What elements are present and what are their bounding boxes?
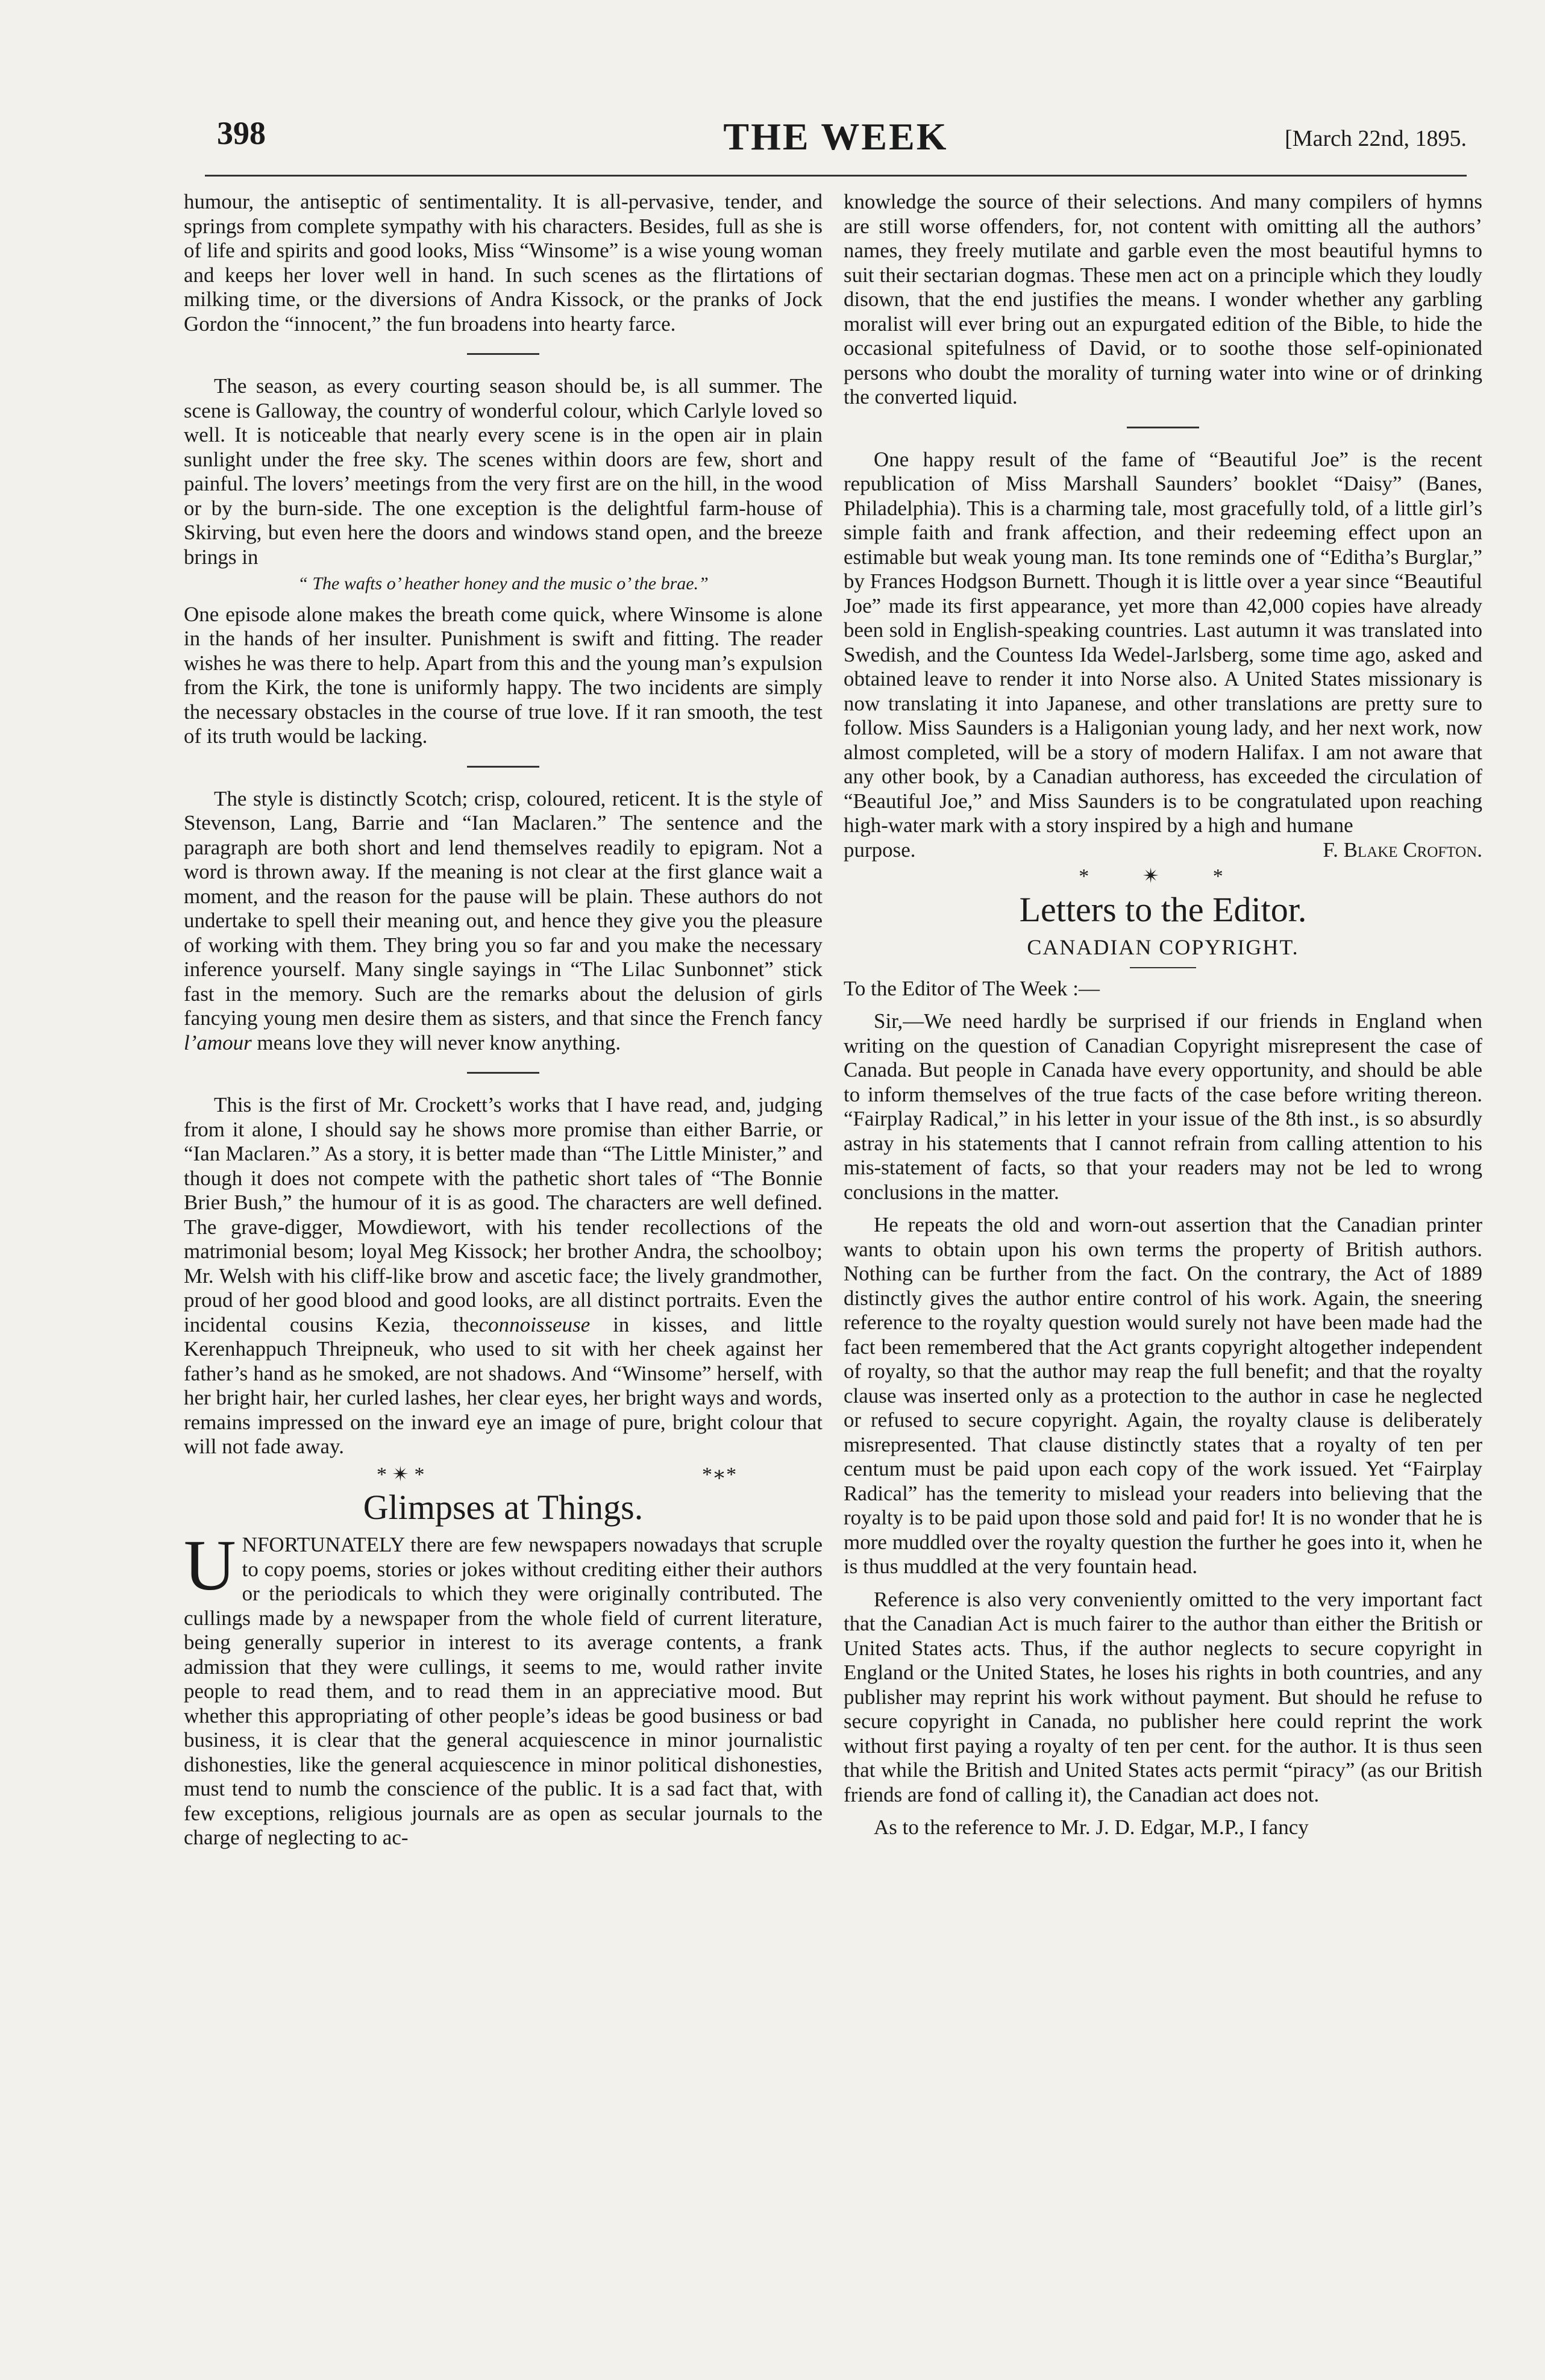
asterism: *∗*: [702, 1463, 737, 1486]
left-column: [184, 190, 823, 1859]
subheading-rule: [1130, 967, 1196, 968]
separator: [467, 766, 539, 768]
separator: [467, 1072, 539, 1074]
paragraph: [184, 1093, 823, 1459]
paragraph-text: This is the first of Mr. Crockett’s works that I have read, and, judging from it alone, I should say he shows more promise than either Barrie, or “Ian Maclaren.” As a story, it is better made than “The Little Minister,” and though it does not compete with the pathetic short tales of “The Bonnie Brier Bush,” the humour of it is as good. The characters are well defined. The grave-digger, Mowdiewort, with his tender recollections of the matrimonial besom; loyal Meg Kissock; her brother Andra, the schoolboy; Mr. Welsh with his cliff-like brow and ascetic face; the lively grandmother, proud of her good blood and good looks, are all distinct portraits. Even the incidental cousins Kezia, the: [184, 1093, 823, 1336]
paragraph: Sir,—We need hardly be surprised if our friends in England when writing on the question of Canadian Copyright misrepresent the case of Canada. But people in Canada have every opportunity, and should be able to inform themselves of the true facts of the case before writing thereon. “Fairplay Radical,” in his letter in your issue of the 8th inst., is so absurdly astray in his statements that I cannot refrain from calling attention to his mis-statement of facts, so that your readers may not be led to wrong conclusions in the matter.: [844, 1009, 1482, 1204]
asterism: * ✴ *: [1079, 865, 1247, 888]
verse-quote: “ The wafts o’ heather honey and the music o’ the brae.”: [298, 574, 709, 593]
paragraph-text: The style is distinctly Scotch; crisp, coloured, reticent. It is the style of Stevenson, Lang, Barrie and “Ian Maclaren.” The sentence and the paragraph are both short and lend themselves readily to epigram. Not a word is thrown away. If the meaning is not clear at the first glance wait a moment, and the reason for the pause will be plain. These authors do not undertake to spell their meaning out, and hence they give you the pleasure of working with them. They bring you so far and you make the necessary inference yourself. Many single sayings in “The Lilac Sunbonnet” stick fast in the memory. Such are the remarks about the delusion of girls fancying young men desire them as sisters, and that since the French fancy: [184, 786, 823, 1030]
author-signature: F. Blake Crofton.: [1323, 838, 1482, 862]
right-column: [844, 190, 1482, 1849]
paragraph: As to the reference to Mr. J. D. Edgar, M.P., I fancy: [874, 1815, 1309, 1839]
signature-line: [844, 838, 1482, 863]
publication-title: THE WEEK: [723, 115, 948, 158]
paragraph: One happy result of the fame of “Beautiful Joe” is the recent republication of Miss Marshall Saunders’ booklet “Daisy” (Banes, Philadelphia). This is a charming tale, most gracefully told, of a little girl’s simple faith and frank affection, and their redeeming effect upon an estimable but weak young man. Its tone reminds one of “Editha’s Burglar,” by Frances Hodgson Burnett. Though it is little over a year since “Beautiful Joe” made its first appearance, yet more than 42,000 copies have already been sold in English-speaking countries. Last autumn it was translated into Swedish, and the Countess Ida Wedel-Jarlsberg, some time ago, asked and obtained leave to render it into Norse also. A United States missionary is now translating it into Japanese, and other translations are pretty sure to follow. Miss Saunders is a Haligonian young lady, and her next work, now almost completed, will be a story of modern Halifax. I am not aware that any other book, by a Canadian authoress, has exceeded the circulation of “Beautiful Joe,” and Miss Saunders is to be congratulated upon reaching high-water mark with a story inspired by a high and humane: [844, 447, 1482, 837]
paragraph: [184, 1525, 823, 1850]
paragraph: humour, the antiseptic of sentimentality. It is all-pervasive, tender, and springs from complete sympathy with his characters. Besides, full as she is of life and spirits and good looks, Miss “Winsome” is a wise young woman and keeps her lover well in hand. In such scenes as the flirtations of milking time, or the diversions of Andra Kissock, or the pranks of Jock Gordon the “innocent,” the fun broadens into hearty farce.: [184, 190, 823, 336]
paragraph: Reference is also very conveniently omitted to the very important fact that the Canadian Act is much fairer to the author than either the British or United States acts. Thus, if the author neglects to secure copyright in England or the United States, he loses his rights in both countries, and any publisher may reprint his work without payment. But should he refuse to secure copyright in Canada, no publisher here could reprint the work without first paying a royalty of ten per cent. for the author. It is thus seen that while the British and United States acts permit “piracy” (as our British friends are fond of calling it), the Canadian act does not.: [844, 1587, 1482, 1806]
italic-word: connoisseuse: [478, 1312, 591, 1336]
separator: [467, 353, 539, 355]
salutation: To the Editor of The Week :—: [844, 976, 1100, 1000]
separator: [1127, 427, 1199, 428]
paragraph: knowledge the source of their selections. And many compilers of hymns are still worse offenders, for, not content with omitting all the authors’ names, they freely mutilate and garble even the most beautiful hymns to suit their sectarian dogmas. These men act on a principle which they loudly disown, that the end justifies the means. I wonder whether any garbling moralist will ever bring out an expurgated edition of the Bible, to hide the occasional spitefulness of David, or to soothe those self-opinionated persons who doubt the morality of turning water into wine or of drinking the converted liquid.: [844, 190, 1482, 409]
asterism-row: [184, 1463, 823, 1487]
paragraph-text: NFORTUNATELY there are few newspapers nowadays that scruple to copy poems, stories or jokes without crediting either their authors or the periodicals to which they were originally contributed. The cullings made by a newspaper from the whole field of current literature, being generally superior in interest to its average contents, a frank admission that they were cullings, it seems to me, would rather invite people to read them, and to read them in an appreciative mood. But whether this appropriating of other people’s ideas be good business or bad business, it is clear that the general acquiescence in minor journalistic dishonesties, like the general acquiescence in minor political dishonesties, must tend to numb the conscience of the public. It is a sad fact that, with few exceptions, religious journals are as open as secular journals to the charge of neglecting to ac-: [184, 1533, 823, 1849]
issue-date: [March 22nd, 1895.: [1285, 126, 1467, 151]
asterism: * ✴ *: [377, 1463, 425, 1486]
section-title: Letters to the Editor.: [1019, 889, 1307, 929]
paragraph: The season, as every courting season should be, is all summer. The scene is Galloway, the country of wonderful colour, which Carlyle loved so well. It is noticeable that nearly every scene is in the open air in plain sunlight under the free sky. The scenes within doors are few, short and painful. The lovers’ meetings from the very first are on the hill, in the wood or by the burn-side. The one exception is the delightful farm-house of Skirving, but even here the doors and windows stand open, and the breeze brings in: [184, 374, 823, 569]
italic-word: l’amour: [184, 1030, 252, 1054]
page-number: 398: [217, 115, 266, 151]
drop-cap: U: [184, 1525, 236, 1605]
paragraph-text: in kisses, and little Kerenhappuch Threipneuk, who used to sit with her cheek against her father’s hand as he smoked, are not shadows. And “Winsome” herself, with her bright hair, her curled lashes, her clear eyes, her bright ways and words, remains impressed on the inward eye an image of pure, bright colour that will not fade away.: [184, 1312, 823, 1458]
paragraph-text: means love they will never know anything.: [257, 1030, 621, 1054]
subheading: CANADIAN COPYRIGHT.: [1027, 935, 1299, 959]
paragraph-end: purpose.: [844, 838, 916, 862]
paragraph: He repeats the old and worn-out assertion that the Canadian printer wants to obtain upon his own terms the property of British authors. Nothing can be further from the fact. On the contrary, the Act of 1889 distinctly gives the author entire control of his work. Again, the sneering reference to the royalty question would surely not have been made had the fact been remembered that the Act grants copyright altogether independent of royalty, so that the author may reap the full benefit; and that the royalty clause was inserted only as a protection to the author in case he neglected or refused to secure copyright. Again, the royalty clause is deliberately misrepresented. That clause distinctly states that a royalty of ten per centum must be paid upon each copy of the work issued. Yet “Fairplay Radical” has the temerity to mislead your readers into believing that the royalty is to be paid upon those sold and paid for! It is no wonder that he is more muddled over the royalty question the further he goes into it, when he is thus muddled at the very fountain head.: [844, 1213, 1482, 1578]
page-header: [205, 114, 1467, 169]
paragraph: One episode alone makes the breath come quick, where Winsome is alone in the hands of her insulter. Punishment is swift and fitting. The reader wishes he was there to help. Apart from this and the young man’s expulsion from the Kirk, the tone is uniformly happy. The two incidents are simply the necessary obstacles in the course of true love. If it ran smooth, the test of its truth would be lacking.: [184, 602, 823, 748]
section-title: Glimpses at Things.: [363, 1487, 644, 1527]
header-rule: [205, 175, 1467, 177]
paragraph: [184, 787, 823, 1056]
